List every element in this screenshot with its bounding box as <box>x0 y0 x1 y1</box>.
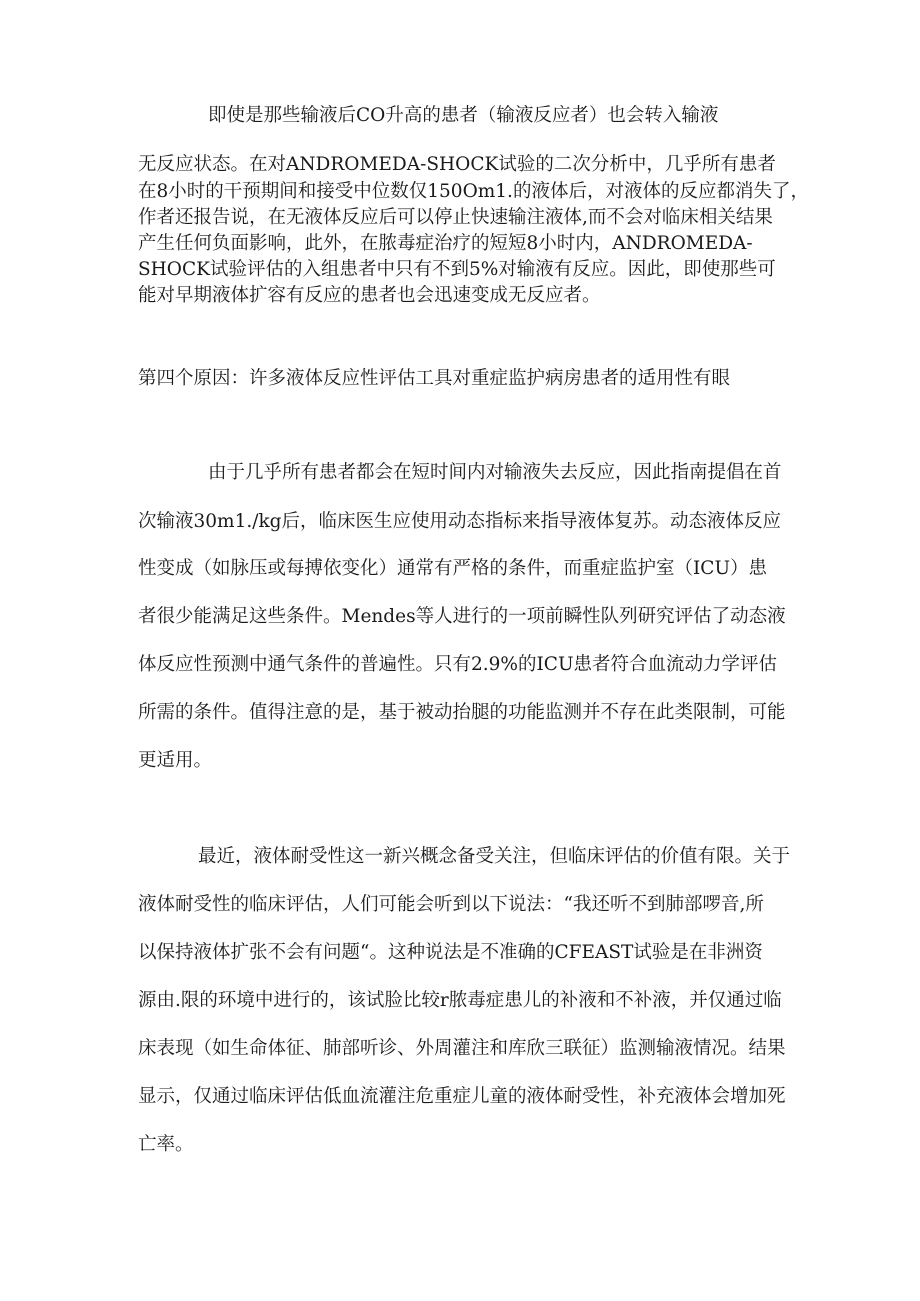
text-line: 即使是那些输液后CO升高的患者（输液反应者）也会转入输液 <box>208 105 719 126</box>
text-line: 更适用。 <box>138 750 213 771</box>
text-line: 以保持液体扩张不会有问题“。这种说法是不准确的CFEAST试验是在非洲资 <box>138 942 763 963</box>
text-line: 显示，仅通过临床评估低血流灌注危重症儿童的液体耐受性，补充液体会增加死 <box>138 1086 786 1107</box>
text-line: 性变成（如脉压或每搏依变化）通常有严格的条件，而重症监护室（ICU）患 <box>138 558 768 579</box>
text-line: SHOCK试验评估的入组患者中只有不到5%对输液有反应。因此，即使那些可 <box>138 259 776 280</box>
text-line: 源由.限的环境中进行的，该试脸比较r脓毒症患儿的补液和不补液，并仅通过临 <box>138 990 782 1011</box>
text-line: 亡率。 <box>138 1134 194 1155</box>
heading-line: 第四个原因：许多液体反应性评估工具对重症监护病房患者的适用性有眼 <box>138 368 731 389</box>
text-line: 最近，液体耐受性这一新兴概念备受关注，但临床评估的价值有限。关于 <box>198 846 791 867</box>
text-line: 由于几乎所有患者都会在短时间内对输液失去反应，因此指南提倡在首 <box>208 462 782 483</box>
text-line: 次输液30m1./kg后，临床医生应使用动态指标来指导液体复苏。动态液体反应 <box>138 511 782 532</box>
text-line: 体反应性预测中通气条件的普遍性。只有2.9%的ICU患者符合血流动力学评估 <box>138 654 778 675</box>
text-line: 在8小时的干预期间和接受中位数仅150Om1.的液体后，对液体的反应都消失了， <box>138 181 809 202</box>
text-line: 所需的条件。值得注意的是，基于被动抬腿的功能监测并不存在此类限制，可能 <box>138 702 786 723</box>
text-line: 作者还报告说，在无液体反应后可以停止快速输注液体,而不会对临床相关结果 <box>138 207 773 228</box>
text-line: 无反应状态。在对ANDROMEDA-SHOCK试验的二次分析中，几乎所有患者 <box>138 154 776 175</box>
text-line: 产生任何负面影响，此外，在脓毒症治疗的短短8小时内，ANDROMEDA- <box>138 233 753 254</box>
text-line: 能对早期液体扩容有反应的患者也会迅速变成无反应者。 <box>138 285 601 306</box>
text-line: 者很少能满足这些条件。Mendes等人进行的一项前瞬性队列研究评估了动态液 <box>138 606 786 627</box>
text-line: 液体耐受性的临床评估，人们可能会听到以下说法：“我还听不到肺部啰音,所 <box>138 894 764 915</box>
text-line: 床表现（如生命体征、肺部听诊、外周灌注和库欣三联征）监测输液情况。结果 <box>138 1038 786 1059</box>
